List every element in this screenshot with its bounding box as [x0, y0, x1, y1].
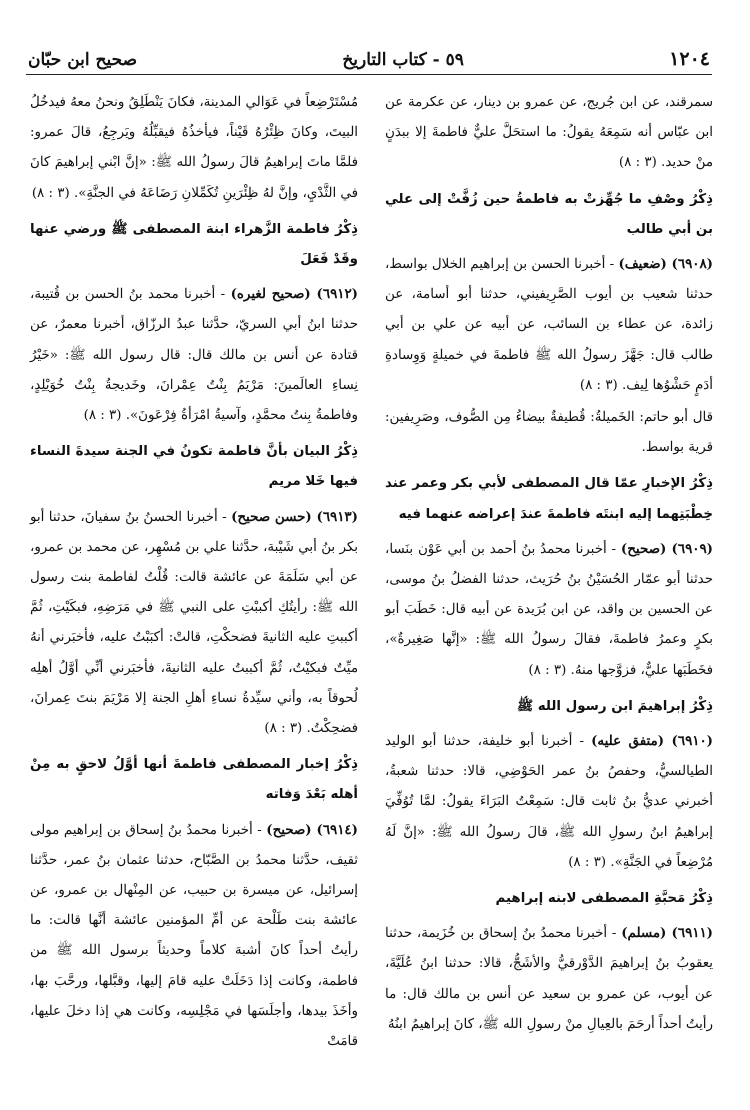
- paragraph-text: سمرقند، عن ابن جُريج، عن عمرو بن دينار، عن عكرمة عن ابن عبّاس أنه سَمِعَهُ يقولُ: ما استحَلَّ عليٌّ فاطمةَ إلا ببدَنٍ منْ حديد. (٣ : ٨): [385, 95, 713, 171]
- section-heading: ذِكْرُ مَحبَّةِ المصطفى لابنه إبراهيم: [495, 891, 713, 907]
- paragraph-text: - أخبرنا أبو خليفة، حدثنا أبو الوليد الطيالسيُّ، وحفصُ بنُ عمر الحَوْضِي، قالا: حدثنا شعبةُ، أخبرني عديُّ بنُ ثابت قال: سَمِعْتُ البَرَاءَ يقولُ: لمَّا تُوُفِّيَ إبراهيمُ ابنُ رسولِ الله ﷺ، قالَ رسولُ الله ﷺ: «إنَّ لَهُ مُرْضِعاً في الجَنَّةِ». (٣ : ٨): [385, 734, 713, 870]
- page-number: ١٢٠٤: [669, 48, 710, 70]
- hadith-paragraph: [385, 534, 713, 686]
- hadith-paragraph: [30, 279, 358, 431]
- right-column: [385, 88, 713, 1042]
- hadith-paragraph: [385, 403, 713, 463]
- section-heading: ذِكْرُ فاطمة الزَّهراء ابنة المصطفى ﷺ ورضي عنها وقَدْ فَعَلَ: [30, 221, 358, 268]
- hadith-paragraph: [30, 88, 358, 209]
- paragraph-text: - أخبرنا محمد بنُ الحسن بن قُتيبة، حدثنا ابنُ أبي السريّ، حدَّثنا عبدُ الرزّاق، أخبرنا معمرٌ، عن قتادة عن أنس بن مالك قال: قال رسول الله ﷺ: «خَيْرُ نِساءِ العالَمينَ: مَرْيَمُ بِنْتُ عِمْرانَ، وخَديجةُ بِنْتُ خُوَيْلِدٍ، وفاطمةُ بِنتُ محمَّدٍ، وآسيةُ امْرَأةُ فِرْعَونَ». (٣ : ٨): [30, 287, 358, 424]
- section-heading: ذِكْرُ إبراهيمَ ابن رسول الله ﷺ: [516, 698, 713, 714]
- hadith-grade: (٦٩٠٨) (ضعيف): [618, 256, 713, 273]
- hadith-grade: (٦٩١٤) (صحيح): [266, 821, 358, 838]
- paragraph-text: مُسْتَرْضِعاً في عَوَالي المدينة، فكانَ يَنْطَلِقُ ونحنُ معهُ فيدخُلُ البيتَ، وكانَ ظِئْرُهُ قَيْناً، فيأخذُهُ فيقبِّلُهُ ويَرجِعُ، قالَ عمرو: فلمَّا ماتَ إبراهيمُ قالَ رسولُ الله ﷺ: «إنَّ ابْني إبراهيمَ كانَ في الثَّدْيِ، وإنَّ لهُ ظِئْرَينِ تُكَمِّلانِ رَضَاعَهُ في الجنَّةِ». (٣ : ٨): [30, 95, 358, 201]
- paragraph-text: - أخبرنا محمدُ بنُ إسحاق بن خُزَيمة، حدثنا يعقوبُ بنُ إبراهيمَ الدَّوْرقيُّ والأشَجُّ، قالا: حدثنا ابنُ عُلَيَّةَ، عن أيوب، عن عمرو بن سعيد عن أنس بن مالك قال: ما رأيتُ أحداً أرحَمَ بالعِيالِ منْ رسولِ الله ﷺ، كانَ إبراهيمُ ابنُهُ: [385, 926, 713, 1032]
- paragraph-text: - أخبرنا الحسن بن إبراهيم الخلال بواسط، حدثنا شعيب بن أيوب الصَّرِيفيني، حدثنا أبو أسامة، عن زائدة، عن عطاء بن السائب، عن أبيه عن علي بن أبي طالب قال: جَهَّزَ رسولُ الله ﷺ فاطمةَ في خميلةٍ وَوِسادةِ أدَمٍ حَشْوُها لِيف. (٣ : ٨): [385, 257, 713, 393]
- book-title: صحيح ابن حبّان: [28, 50, 138, 70]
- header-rule: [26, 74, 712, 75]
- section-heading: ذِكْرُ البيان بأنَّ فاطمة تكونُ في الجنة سيدةَ النساء فيها خَلا مريم: [30, 444, 358, 490]
- hadith-paragraph: [385, 88, 713, 179]
- hadith-paragraph: [385, 249, 713, 401]
- hadith-grade: (٦٩١٠) (متفق عليه): [591, 733, 713, 750]
- hadith-paragraph: [385, 918, 713, 1040]
- paragraph-text: - أخبرنا محمدُ بنُ إسحاق بن إبراهيم مولى ثقيف، حدَّثنا محمدُ بن الصَّبّاح، حدثنا عثمان بنُ عمر، حدَّثنا إسرائيل، عن ميسرة بن حبيب، عن المِنْهال بن عمرو، عن عائشة بنت طَلْحة عن أمِّ المؤمنين عائشة أنَّها قالت: ما رأيتُ أحداً كانَ أشبهَ كلاماً وحديثاً برسول الله ﷺ من فاطمة، وكانت إذا دَخَلَتْ عليه قامَ إليها، وقبَّلها، ورحَّبَ بها، وأخَذَ بيدها، وأجلَسَها في مَجْلِسِه، وكانت هي إذا دخلَ عليها، قامَتْ: [30, 822, 358, 1050]
- hadith-grade: (٦٩١١) (مسلم): [621, 925, 713, 942]
- chapter-title: ٥٩ - كتاب التاريخ: [342, 50, 464, 70]
- left-column: [30, 88, 358, 1059]
- paragraph-text: - أخبرنا الحسنُ بنُ سفيانَ، حدثنا أبو بكر بنُ أبي شَيْبة، حدَّثنا علي بن مُسْهِر، عن محمد بن عمرو، عن أبي سَلَمَةَ عن عائشة قالت: قُلْتُ لفاطمة بنت رسول الله ﷺ: رأيتُكِ أكببْتِ على النبي ﷺ في مَرَضِهِ، فبكَيْتِ، ثُمَّ أكببتِ عليه الثانيةَ فضحكْتِ، قالتْ: أكبَبْتُ عليه، فأخبَرني أنهُ ميِّتٌ فبكيْتُ، ثُمَّ أكببتُ عليه الثانيةَ، فأخبَرني أنِّي أوَّلُ أهلِه لُحوقاً به، وأني سيِّدةُ نساءِ أهلِ الجنة إلا مَرْيَمَ بنتَ عِمرانَ، فضحِكْتُ. (٣ : ٨): [30, 509, 358, 737]
- hadith-grade: (٦٩٠٩) (صحيح): [620, 540, 713, 557]
- paragraph-text: - أخبرنا محمدُ بنُ أحمد بن أبي عَوْن بنَسا، حدثنا أبو عمّار الحُسَيْنُ بنُ حُرَيث، حدثنا الفضلُ بنُ موسى، عن الحسين بن واقد، عن ابن بُرَيدة عن أبيه قال: خَطَبَ أبو بكرٍ وعمرُ فاطمةَ، فقالَ رسولُ الله ﷺ: «إنَّها صَغِيرةٌ»، فخَطَبَها عليٌّ، فزوَّجها منهُ. (٣ : ٨): [385, 541, 713, 678]
- section-heading: ذِكْرُ الإخبارِ عمّا قال المصطفى لأبي بكر وعمر عند خِطْبَتِهما إليه ابنتَه فاطمةَ عندَ إعراضه عنهما فيه: [385, 476, 713, 522]
- hadith-paragraph: [30, 815, 358, 1058]
- hadith-grade: (٦٩١٢) (صحيح لغيره): [230, 286, 358, 303]
- hadith-grade: (٦٩١٣) (حسن صحيح): [231, 508, 358, 525]
- paragraph-text: قال أبو حاتم: الخَميلةُ: قُطيفةٌ بيضاءُ مِن الصُّوف، وصَرِيفين: قرية بواسط.: [385, 410, 713, 456]
- page-header: [28, 40, 710, 70]
- hadith-paragraph: [385, 726, 713, 878]
- hadith-paragraph: [30, 502, 358, 745]
- section-heading: ذِكْرُ وصْفِ ما جُهِّزتْ به فاطمةُ حين زُفَّتْ إلى علي بن أبي طالب: [385, 191, 713, 237]
- section-heading: ذِكْرُ إخبار المصطفى فاطمةَ أنها أوَّلُ لاحقٍ به مِنْ أهله بَعْدَ وَفاته: [30, 757, 358, 803]
